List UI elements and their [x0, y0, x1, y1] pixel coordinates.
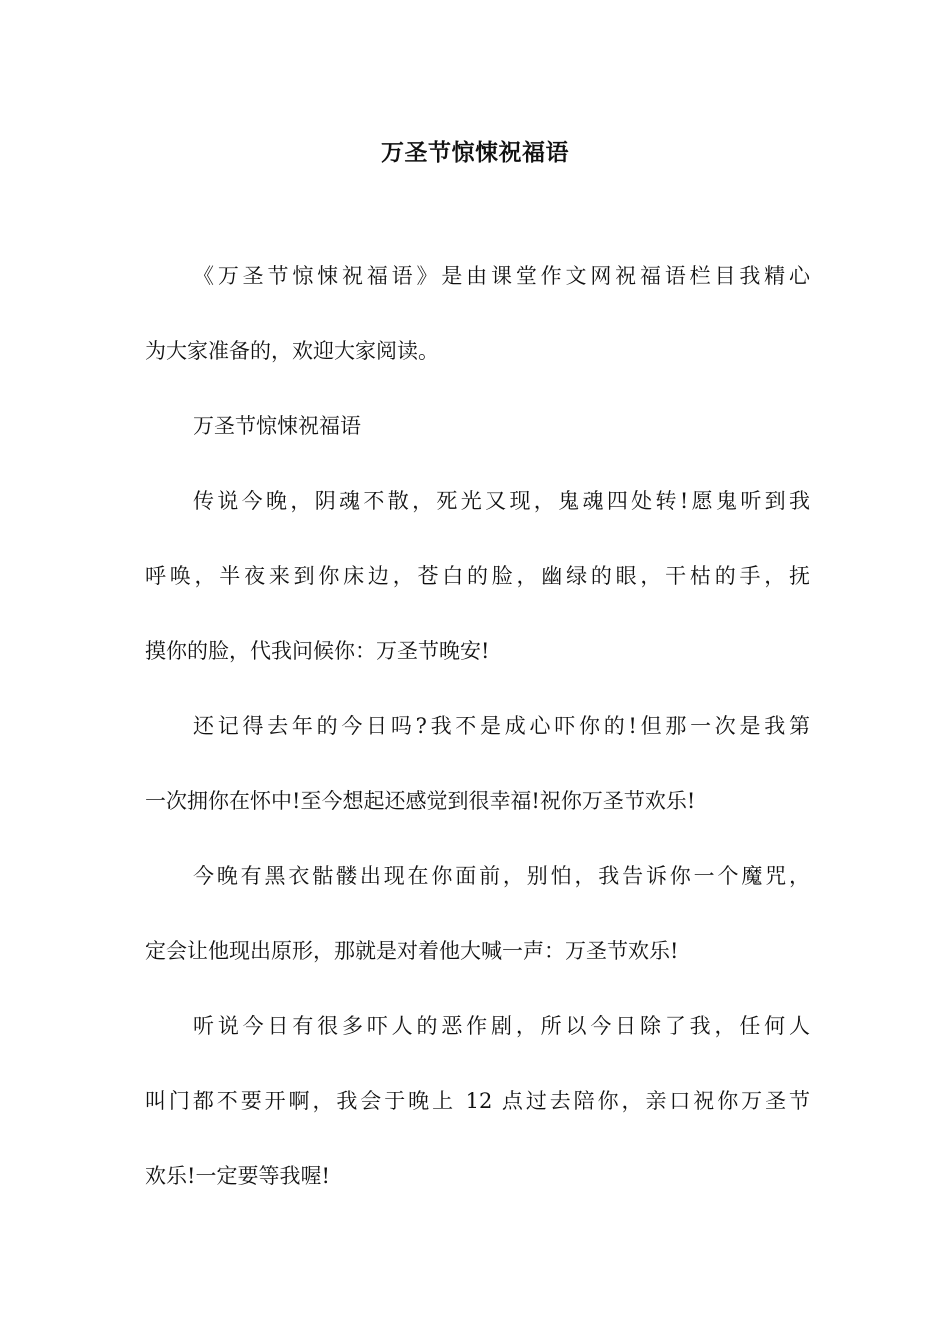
paragraph-line: 听说今日有很多吓人的恶作剧，所以今日除了我，任何人: [193, 1014, 810, 1038]
paragraph-line: 摸你的脸，代我问候你：万圣节晚安!: [145, 639, 490, 663]
paragraph-line: 《万圣节惊悚祝福语》是由课堂作文网祝福语栏目我精心: [193, 264, 810, 288]
paragraph-line: 万圣节惊悚祝福语: [193, 414, 361, 438]
paragraph-blessing-4: [145, 1007, 810, 1195]
paragraph-line: 传说今晚，阴魂不散，死光又现，鬼魂四处转!愿鬼听到我: [193, 489, 810, 513]
document-title: 万圣节惊悚祝福语: [381, 139, 569, 166]
paragraph-line: 一次拥你在怀中!至今想起还感觉到很幸福!祝你万圣节欢乐!: [145, 789, 696, 813]
paragraph-blessing-1: [145, 482, 810, 670]
document-body: [145, 257, 810, 1232]
paragraph-line: 还记得去年的今日吗?我不是成心吓你的!但那一次是我第: [193, 714, 810, 738]
paragraph-intro: [145, 257, 810, 370]
paragraph-line: 欢乐!一定要等我喔!: [145, 1164, 330, 1188]
paragraph-line: 叫门都不要开啊，我会于晚上 12 点过去陪你，亲口祝你万圣节: [145, 1089, 810, 1113]
paragraph-line: 今晚有黑衣骷髅出现在你面前，别怕，我告诉你一个魔咒，: [193, 864, 810, 888]
paragraph-blessing-3: [145, 857, 810, 970]
paragraph-subheading: [145, 407, 810, 445]
paragraph-line: 定会让他现出原形，那就是对着他大喊一声：万圣节欢乐!: [145, 939, 679, 963]
paragraph-blessing-2: [145, 707, 810, 820]
paragraph-line: 呼唤，半夜来到你床边，苍白的脸，幽绿的眼，干枯的手，抚: [145, 564, 810, 588]
paragraph-line: 为大家准备的，欢迎大家阅读。: [145, 339, 439, 363]
